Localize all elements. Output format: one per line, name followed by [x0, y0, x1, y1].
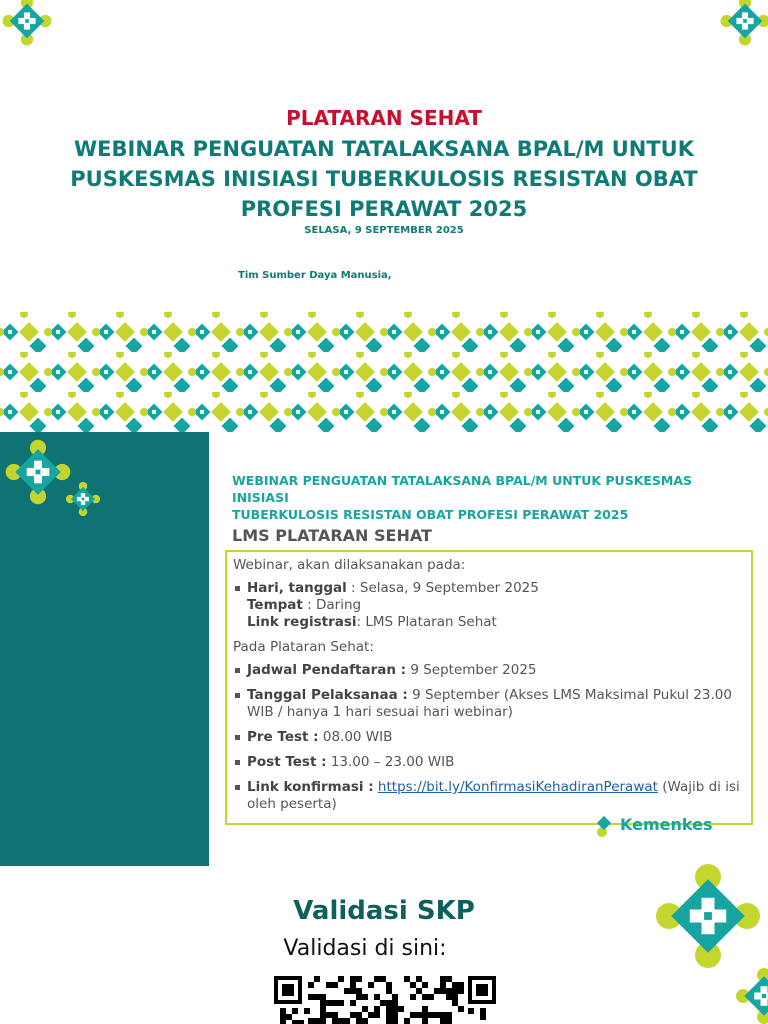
validasi-subtitle: Validasi di sini: — [283, 936, 447, 961]
list-item — [233, 754, 745, 771]
list-item — [233, 580, 745, 631]
list-item — [233, 729, 745, 746]
webinar-subtitle-line2: TUBERKULOSIS RESISTAN OBAT PROFESI PERAWAT 2025 — [232, 507, 629, 522]
schedule-info-box — [225, 550, 753, 825]
link-registrasi-value: : LMS Plataran Sehat — [356, 614, 497, 630]
qr-code[interactable] — [272, 970, 498, 1024]
tempat-label: Tempat — [247, 597, 303, 613]
kemenkes-logo-icon — [594, 814, 616, 838]
intro-text: Webinar, akan dilaksanakan pada: — [233, 557, 466, 573]
lms-title: LMS PLATARAN SEHAT — [232, 526, 432, 545]
tempat-value: : Daring — [302, 597, 362, 613]
kemenkes-logo-text: Kemenkes — [620, 815, 713, 834]
post-test-label: Post Test : — [247, 754, 327, 770]
tanggal-label: Tanggal Pelaksanaa : — [247, 687, 408, 703]
jadwal-label: Jadwal Pendaftaran : — [247, 662, 407, 678]
pre-test-value: 08.00 WIB — [318, 729, 393, 745]
konfirmasi-link[interactable]: https://bit.ly/KonfirmasiKehadiranPerawat — [377, 779, 658, 795]
pattern-band — [0, 312, 768, 432]
link-registrasi-label: Link registrasi — [247, 614, 357, 630]
hari-value: : Selasa, 9 September 2025 — [346, 580, 539, 596]
jadwal-value: 9 September 2025 — [406, 662, 537, 678]
bottom-ornament-small — [736, 968, 768, 1024]
list-item — [233, 779, 745, 813]
webinar-subtitle — [232, 472, 752, 523]
konfirmasi-label: Link konfirmasi : — [247, 779, 374, 795]
corner-ornament-top-right — [710, 0, 768, 56]
webinar-title-line2: PUSKESMAS INISIASI TUBERKULOSIS RESISTAN OBAT — [70, 167, 698, 191]
webinar-subtitle-line1: WEBINAR PENGUATAN TATALAKSANA BPAL/M UNTUK PUSKESMAS INISIASI — [232, 473, 693, 505]
header — [0, 104, 768, 238]
validasi-title: Validasi SKP — [293, 896, 475, 926]
link-registrasi-row — [247, 614, 745, 631]
tempat-row — [247, 597, 745, 614]
post-test-value: 13.00 – 23.00 WIB — [326, 754, 455, 770]
konfirmasi-note: (Wajib di isi oleh peserta) — [247, 779, 740, 812]
corner-ornament-top-left — [0, 0, 62, 56]
panel-ornament-small — [64, 480, 102, 518]
event-date: SELASA, 9 SEPTEMBER 2025 — [304, 225, 464, 236]
program-title: PLATARAN SEHAT — [286, 106, 482, 130]
tanggal-value: 9 September (Akses LMS Maksimal Pukul 23.00 WIB / hanya 1 hari sesuai hari webinar) — [247, 687, 732, 720]
webinar-title-line1: WEBINAR PENGUATAN TATALAKSANA BPAL/M UNTUK — [74, 137, 694, 161]
pada-text: Pada Plataran Sehat: — [233, 639, 374, 655]
plataran-details-list — [233, 662, 745, 813]
webinar-title-line3: PROFESI PERAWAT 2025 — [240, 197, 528, 221]
webinar-details-list — [233, 580, 745, 631]
hari-label: Hari, tanggal — [247, 580, 347, 596]
pre-test-label: Pre Test : — [247, 729, 319, 745]
list-item — [233, 662, 745, 679]
list-item — [233, 687, 745, 721]
team-name: Tim Sumber Daya Manusia, — [238, 270, 392, 281]
webinar-title — [0, 134, 768, 224]
